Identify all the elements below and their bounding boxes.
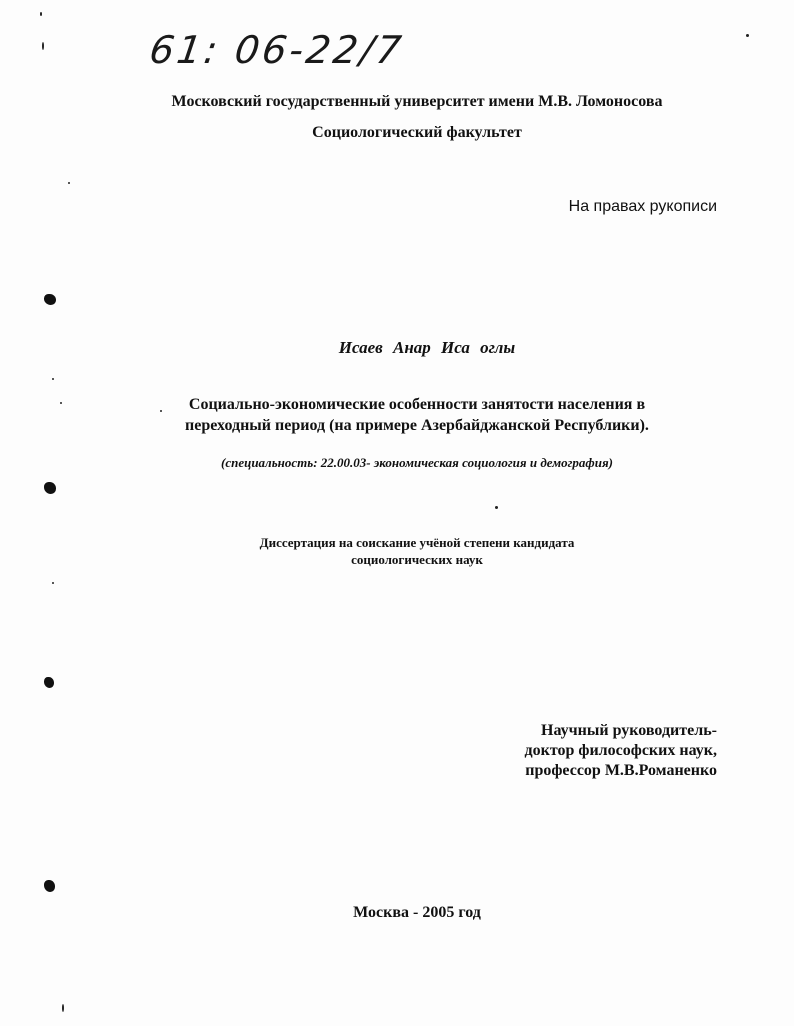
dissertation-title-line-1: Социально-экономические особенности занятости населения в bbox=[188, 396, 646, 413]
scan-speck bbox=[52, 378, 54, 380]
scan-speck bbox=[60, 402, 62, 404]
advisor-name: профессор М.В.Романенко bbox=[525, 762, 717, 779]
scan-speck bbox=[52, 582, 54, 584]
advisor-degree: доктор философских наук, bbox=[524, 742, 717, 759]
author-name: Исаев Анар Иса оглы bbox=[338, 338, 516, 357]
punch-hole-mark bbox=[44, 294, 56, 305]
city-year: Москва - 2005 год bbox=[353, 904, 481, 921]
specialty-code: (специальность: 22.00.03- экономическая социология и демография) bbox=[221, 455, 613, 470]
faculty-name: Социологический факультет bbox=[312, 124, 522, 141]
advisor-role: Научный руководитель- bbox=[541, 722, 717, 739]
scan-speck bbox=[62, 1004, 64, 1012]
scan-speck bbox=[40, 12, 42, 16]
punch-hole-mark bbox=[44, 677, 54, 688]
degree-statement-line-1: Диссертация на соискание учёной степени кандидата bbox=[259, 535, 575, 550]
scan-speck bbox=[495, 506, 498, 509]
scan-speck bbox=[42, 42, 44, 50]
punch-hole-mark bbox=[44, 482, 56, 494]
dissertation-title-line-2: переходный период (на примере Азербайджанской Республики). bbox=[185, 417, 649, 434]
scan-speck bbox=[160, 410, 162, 412]
degree-statement-line-2: социологических наук bbox=[351, 552, 483, 567]
scan-speck bbox=[68, 182, 70, 184]
rights-note: На правах рукописи bbox=[568, 198, 717, 215]
archive-number-handwritten: 61: 06-22/7 bbox=[146, 28, 407, 72]
university-name: Московский государственный университет имени М.В. Ломоносова bbox=[171, 93, 663, 110]
scan-speck bbox=[746, 34, 749, 37]
punch-hole-mark bbox=[44, 880, 55, 892]
